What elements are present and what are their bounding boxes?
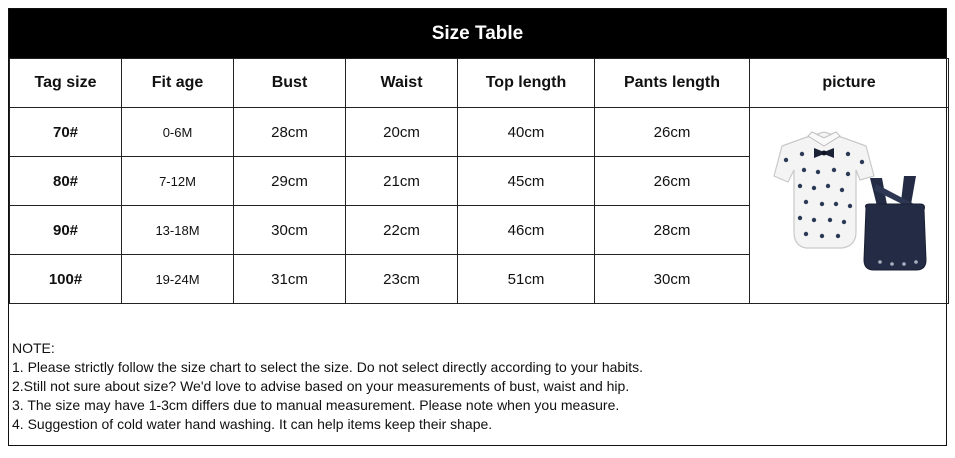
notes-section xyxy=(12,339,940,434)
header-row xyxy=(10,59,949,108)
bust-cell: 31cm xyxy=(234,255,346,304)
pants-length-cell: 26cm xyxy=(595,108,750,157)
picture-cell xyxy=(750,108,949,304)
waist-cell: 22cm xyxy=(346,206,458,255)
fit-age-cell: 13-18M xyxy=(122,206,234,255)
note-line: 3. The size may have 1-3cm differs due to manual measurement. Please note when you measure. xyxy=(12,397,620,413)
notes-heading: NOTE: xyxy=(12,340,55,356)
tag-size-cell: 90# xyxy=(10,206,122,255)
waist-cell: 20cm xyxy=(346,108,458,157)
header-waist: Waist xyxy=(346,59,458,108)
top-length-cell: 45cm xyxy=(458,157,595,206)
fit-age-cell: 19-24M xyxy=(122,255,234,304)
size-table xyxy=(9,58,949,304)
waist-cell: 21cm xyxy=(346,157,458,206)
top-length-cell: 46cm xyxy=(458,206,595,255)
header-bust: Bust xyxy=(234,59,346,108)
header-picture: picture xyxy=(750,59,949,108)
fit-age-cell: 0-6M xyxy=(122,108,234,157)
baby-romper-suspender-set-image xyxy=(764,124,934,284)
tag-size-cell: 70# xyxy=(10,108,122,157)
pants-length-cell: 30cm xyxy=(595,255,750,304)
bust-cell: 28cm xyxy=(234,108,346,157)
note-line: 2.Still not sure about size? We'd love to advise based on your measurements of bust, waist and hip. xyxy=(12,378,630,394)
header-tag-size: Tag size xyxy=(10,59,122,108)
pants-length-cell: 28cm xyxy=(595,206,750,255)
bust-cell: 30cm xyxy=(234,206,346,255)
top-length-cell: 40cm xyxy=(458,108,595,157)
header-top-length: Top length xyxy=(458,59,595,108)
header-pants-length: Pants length xyxy=(595,59,750,108)
tag-size-cell: 100# xyxy=(10,255,122,304)
size-table-title: Size Table xyxy=(9,9,946,58)
note-line: 4. Suggestion of cold water hand washing. It can help items keep their shape. xyxy=(12,416,493,432)
table-row xyxy=(10,108,949,157)
note-line: 1. Please strictly follow the size chart to select the size. Do not select directly according to your habits. xyxy=(12,359,644,375)
bust-cell: 29cm xyxy=(234,157,346,206)
waist-cell: 23cm xyxy=(346,255,458,304)
size-chart-frame xyxy=(8,8,947,446)
fit-age-cell: 7-12M xyxy=(122,157,234,206)
tag-size-cell: 80# xyxy=(10,157,122,206)
top-length-cell: 51cm xyxy=(458,255,595,304)
header-fit-age: Fit age xyxy=(122,59,234,108)
pants-length-cell: 26cm xyxy=(595,157,750,206)
